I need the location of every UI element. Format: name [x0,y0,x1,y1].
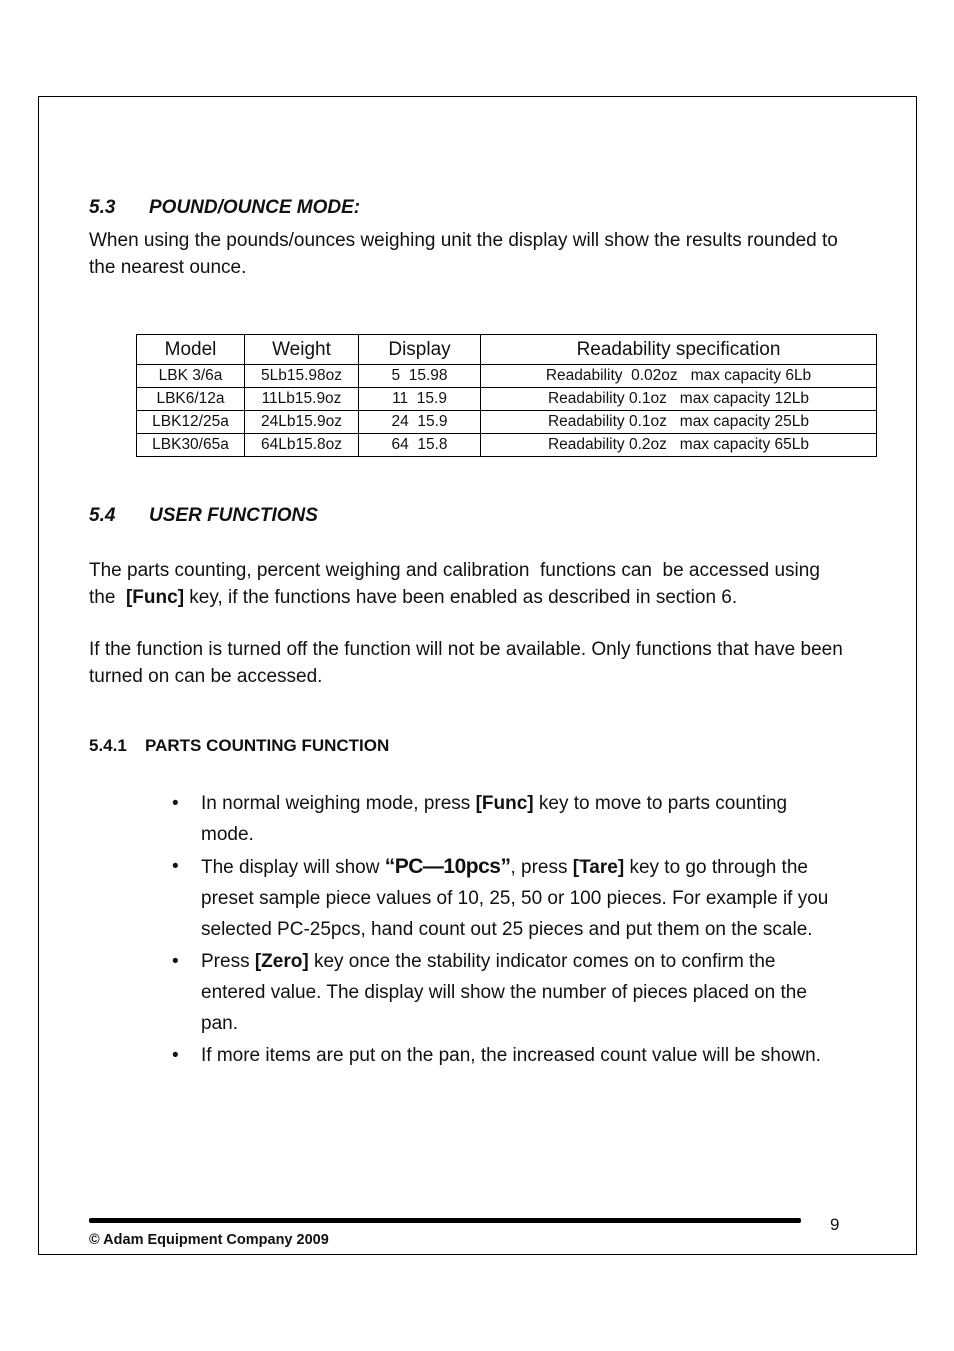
table-row [137,365,877,388]
cell-weight: 64Lb15.8oz [245,434,359,457]
bullet-icon: • [172,951,179,972]
item-text: key once the stability indicator comes on to confirm the entered value. The display will show the number of pieces placed on the pan. [201,951,807,1034]
cell-model: LBK12/25a [137,411,245,434]
cell-weight: 5Lb15.98oz [245,365,359,388]
cell-readability: Readability 0.1oz max capacity 12Lb [481,388,877,411]
item-text: If more items are put on the pan, the increased count value will be shown. [201,1045,821,1066]
func-key: [Func] [125,586,185,608]
section-heading-5-4 [89,505,318,527]
function-off-paragraph: If the function is turned off the function will not be available. Only functions that have been turned on can be accessed. [89,639,843,687]
table-row [137,434,877,457]
cell-readability: Readability 0.2oz max capacity 65Lb [481,434,877,457]
bullet-icon: • [172,1045,179,1066]
header-display: Display [359,335,481,365]
func-key: [Func] [475,793,534,814]
header-model: Model [137,335,245,365]
section-heading-5-3 [89,197,360,219]
list-item [160,946,830,1039]
table-row [137,411,877,434]
section-title: USER FUNCTIONS [149,505,318,526]
display-readout: “PC—10pcs” [384,855,511,878]
cell-display: 24 15.9 [359,411,481,434]
cell-model: LBK30/65a [137,434,245,457]
header-weight: Weight [245,335,359,365]
item-text: The display will show [201,857,385,878]
cell-weight: 11Lb15.9oz [245,388,359,411]
item-text: key to go through the preset sample piece values of 10, 25, 50 or 100 pieces. For example if you selected PC-25pcs, hand count out 25 pieces and put them on the scale. [201,857,829,940]
table-header-row [137,335,877,365]
item-text: key to move to parts counting mode. [201,793,788,845]
cell-model: LBK 3/6a [137,365,245,388]
parts-counting-steps [160,788,830,1072]
page-number: 9 [830,1215,840,1234]
user-functions-paragraph [89,558,849,611]
cell-display: 64 15.8 [359,434,481,457]
zero-key: [Zero] [254,951,309,972]
para-text: The parts counting, percent weighing and calibration functions can be accessed using the [89,560,826,608]
list-item [160,851,830,945]
tare-key: [Tare] [572,857,625,878]
pound-ounce-description: When using the pounds/ounces weighing unit the display will show the results rounded to the nearest ounce. [89,230,838,278]
subsection-number: 5.4.1 [89,736,127,755]
cell-readability: Readability 0.02oz max capacity 6Lb [481,365,877,388]
list-item [160,1040,830,1071]
item-text: Press [201,951,255,972]
item-text: , press [510,857,573,878]
section-number: 5.3 [89,197,116,218]
cell-display: 11 15.9 [359,388,481,411]
section-title: POUND/OUNCE MODE: [149,197,361,218]
list-item [160,788,830,850]
cell-weight: 24Lb15.9oz [245,411,359,434]
bullet-icon: • [172,856,179,877]
subsection-title: PARTS COUNTING FUNCTION [145,736,390,755]
readability-table [136,334,877,457]
section-number: 5.4 [89,505,116,526]
subsection-heading-5-4-1 [89,736,389,756]
cell-readability: Readability 0.1oz max capacity 25Lb [481,411,877,434]
bullet-icon: • [172,793,179,814]
header-readability: Readability specification [481,335,877,365]
table-row [137,388,877,411]
cell-model: LBK6/12a [137,388,245,411]
footer-divider [89,1218,801,1223]
item-text: In normal weighing mode, press [201,793,476,814]
copyright-notice: © Adam Equipment Company 2009 [89,1232,329,1248]
cell-display: 5 15.98 [359,365,481,388]
para-text: key, if the functions have been enabled as described in section 6. [184,586,738,608]
